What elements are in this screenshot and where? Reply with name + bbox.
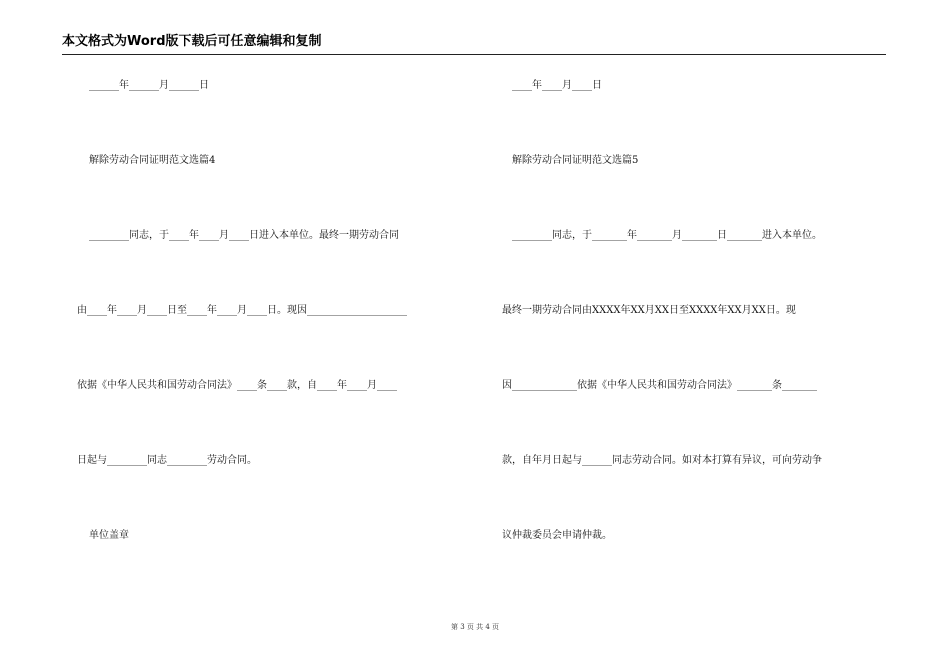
left-body-line-2: 由____年____月____日至____年____月____日。现因____________________ bbox=[77, 305, 407, 316]
left-section-title: 解除劳动合同证明范文选篇4 bbox=[89, 155, 216, 166]
right-body-line-2: 最终一期劳动合同由XXXX年XX月XX日至XXXX年XX月XX日。现 bbox=[502, 305, 796, 316]
right-body-line-4: 款，自年月日起与______同志劳动合同。如对本打算有异议，可向劳动争 bbox=[502, 455, 822, 466]
right-body-line-5: 议仲裁委员会申请仲裁。 bbox=[502, 530, 612, 541]
right-body-line-1: ________同志，于_______年_______月_______日_______进入本单位。 bbox=[512, 230, 822, 241]
left-body-line-4: 日起与________同志________劳动合同。 bbox=[77, 455, 257, 466]
left-date-line: ______年______月______日 bbox=[89, 80, 209, 91]
right-date-line: ____年____月____日 bbox=[512, 80, 602, 91]
left-body-line-3: 依据《中华人民共和国劳动合同法》____条____款，自____年____月____ bbox=[77, 380, 397, 391]
page-footer: 第 3 页 共 4 页 bbox=[450, 623, 500, 631]
left-seal-label: 单位盖章 bbox=[89, 530, 129, 541]
right-column bbox=[475, 0, 950, 672]
right-body-line-3: 因_____________依据《中华人民共和国劳动合同法》_______条_______ bbox=[502, 380, 817, 391]
header-title: 本文格式为Word版下载后可任意编辑和复制 bbox=[62, 34, 322, 49]
right-section-title: 解除劳动合同证明范文选篇5 bbox=[512, 155, 639, 166]
left-body-line-1: ________同志，于____年____月____日进入本单位。最终一期劳动合同 bbox=[89, 230, 399, 241]
